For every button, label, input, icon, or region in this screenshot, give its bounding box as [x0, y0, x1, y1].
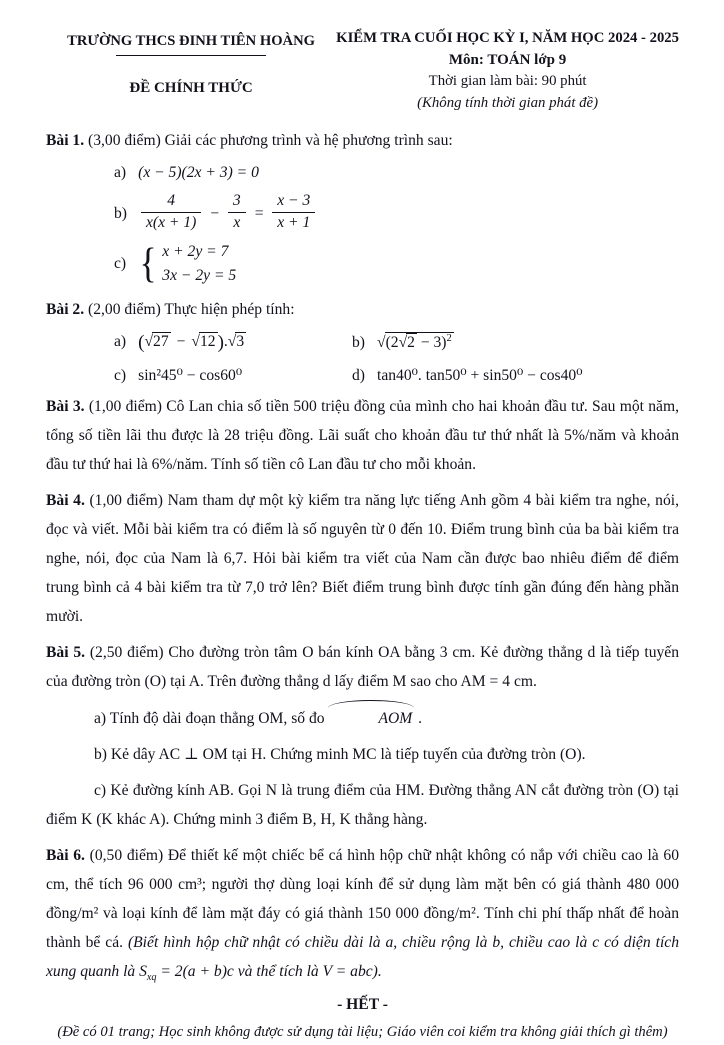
problem-4-label: Bài 4. — [46, 492, 85, 510]
problem-2a — [114, 332, 352, 354]
official-exam-label: ĐỀ CHÍNH THỨC — [129, 80, 253, 96]
problem-1-intro — [46, 126, 679, 155]
header-underline — [116, 55, 266, 56]
item-2a-label: a) — [114, 333, 127, 351]
problem-5-intro — [46, 638, 679, 696]
widehat-AOM: AOM — [328, 703, 414, 733]
outer-sqrt: $√(2√2 - 3)^2$ — [377, 333, 452, 352]
sqrt-12: √12 — [191, 333, 216, 351]
fraction: $\frac{3}{x}$ — [228, 192, 246, 232]
equation-system-1c — [138, 240, 236, 288]
exam-duration: Thời gian làm bài: 90 phút — [428, 73, 587, 89]
problem-5a-end: . — [414, 710, 423, 728]
problem-6-label: Bài 6. — [46, 847, 85, 865]
sqrt-sign: √ — [377, 334, 386, 352]
open-paren: ( — [138, 332, 145, 354]
item-1c-label: c) — [114, 254, 127, 272]
sqrt-sign: √ — [144, 333, 154, 351]
problem-2-label: Bài 2. — [46, 301, 85, 319]
sqrt-sign: √ — [398, 334, 408, 352]
problem-3-label: Bài 3. — [46, 398, 85, 416]
equation-1a: (x − 5)(2x + 3) = 0 — [138, 164, 259, 181]
problem-1b — [46, 194, 679, 234]
exam-title: KIỂM TRA CUỐI HỌC KỲ I, NĂM HỌC 2024 - 2025 — [336, 30, 679, 46]
item-1b-label: b) — [114, 204, 127, 222]
system-brace: { — [139, 240, 157, 287]
sqrt-sign: √ — [191, 333, 200, 351]
problem-6 — [46, 841, 679, 986]
minus-sign: − — [176, 333, 186, 351]
end-marker: - HẾT - — [337, 996, 388, 1014]
problem-2-text: (2,00 điểm) Thực hiện phép tính: — [84, 301, 295, 319]
problem-5b-text: b) Kẻ dây AC ⊥ OM tại H. Chứng minh MC là tiếp tuyến của đường tròn (O). — [94, 746, 586, 764]
problem-5-text: (2,50 điểm) Cho đường tròn tâm O bán kính OA bằng 3 cm. Kẻ đường thẳng d là tiếp tuyến của đường tròn (O) tại A. Trên đường thẳng d lấy điểm M sao cho AM = 4 cm. — [46, 644, 680, 691]
expression-2b — [377, 334, 454, 351]
equation-1c-1: x + 2y = 7 — [162, 243, 229, 261]
exponent: 2 — [446, 333, 452, 345]
exam-subject: Môn: TOÁN lớp 9 — [448, 51, 567, 68]
item-1a-label: a) — [114, 164, 127, 181]
problem-4-text: (1,00 điểm) Nam tham dự một kỳ kiểm tra năng lực tiếng Anh gồm 4 bài kiểm tra nghe, nói, đọc và viết. Mỗi bài kiểm tra có điểm là số nguyên từ 0 đến 10. Điểm trung bình của ba bài kiểm tra nghe, nói, đọc của Nam là 6,7. Hỏi bài kiểm tra viết của Nam cần được bao nhiêu điểm để điểm trung bình cả 4 bài kiểm tra từ 7,0 trở lên? Biết điểm trung bình được tính gần đúng đến hàng phần mười. — [46, 492, 679, 626]
fraction: $\frac{4}{x(x + 1)}$ — [141, 192, 201, 232]
expression-2c: sin²45⁰ − cos60⁰ — [138, 367, 243, 385]
item-2c-label: c) — [114, 367, 127, 385]
problem-6-text: (0,50 điểm) Để thiết kế một chiếc bể cá hình hộp chữ nhật không có nắp với chiều cao là 60 cm, thể tích 96 000 cm³; người thợ dùng loại kính để sử dụng làm mặt bên có giá thành 480 000 đồng/m² và loại kính để làm mặt đáy có giá thành 150 000 đồng/m². Tính chi phí thấp nhất để hoàn thành bể cá. — [46, 847, 679, 952]
expression-2d: tan40⁰. tan50⁰ + sin50⁰ − cos40⁰ — [377, 367, 583, 385]
equation-1b — [139, 192, 317, 231]
problem-5a-text: a) Tính độ dài đoạn thẳng OM, số đo — [94, 710, 329, 728]
header-right — [336, 28, 679, 114]
problem-3 — [46, 392, 679, 479]
problem-2-intro — [46, 295, 679, 324]
equation-1c-2: 3x − 2y = 5 — [162, 267, 237, 285]
problem-1-text: (3,00 điểm) Giải các phương trình và hệ phương trình sau: — [84, 132, 453, 149]
exam-header — [46, 28, 679, 114]
problem-5b — [46, 740, 679, 769]
sqrt-sign: √ — [227, 333, 237, 351]
problem-6-note: (Biết hình hộp chữ nhật có chiều dài là a, chiều rộng là b, chiều cao là c có diện tích xung quanh là $S_{xq} = 2(a + b)c$ và thể tích là V = abc). — [46, 934, 679, 984]
problem-2c — [114, 366, 352, 385]
problem-2-items — [46, 332, 679, 385]
header-left — [46, 28, 336, 97]
minus-sign: − — [209, 204, 220, 222]
footer-note: (Đề có 01 trang; Học sinh không được sử dụng tài liệu; Giáo viên coi kiểm tra không giải thích gì thêm) — [57, 1024, 668, 1041]
problem-5-label: Bài 5. — [46, 644, 86, 662]
problem-5a — [46, 703, 679, 733]
sqrt-27: √27 — [144, 333, 169, 351]
problem-1a — [46, 158, 679, 188]
inner-sqrt: √2 — [398, 334, 415, 352]
equals-sign: = — [253, 204, 265, 222]
problem-5c-text: c) Kẻ đường kính AB. Gọi N là trung điểm của HM. Đường thẳng AN cắt đường tròn (O) tại điểm K (K khác A). Chứng minh 3 điểm B, H, K thẳng hàng. — [46, 782, 679, 829]
system-equations — [162, 240, 236, 288]
school-name: TRƯỜNG THCS ĐINH TIÊN HOÀNG — [67, 33, 315, 49]
problem-4 — [46, 486, 679, 631]
mult-dot: . — [223, 333, 228, 351]
item-2d-label: d) — [352, 367, 365, 385]
problem-5c — [46, 776, 679, 834]
fraction: $\frac{x - 3}{x + 1}$ — [272, 192, 315, 232]
problem-2d — [352, 366, 679, 385]
exam-duration-note: (Không tính thời gian phát đề) — [417, 94, 599, 111]
expression-2a — [138, 332, 246, 354]
subscript-xq: xq — [146, 972, 157, 984]
problem-1-label: Bài 1. — [46, 132, 85, 149]
close-paren: ) — [217, 332, 224, 354]
item-2b-label: b) — [352, 334, 365, 352]
problem-2b — [352, 332, 679, 354]
sqrt-3: √3 — [227, 333, 245, 351]
problem-1c — [46, 240, 679, 288]
problem-3-text: (1,00 điểm) Cô Lan chia số tiền 500 triệu đồng của mình cho hai khoản đầu tư. Sau một năm, tổng số tiền lãi thu được là 28 triệu đồng. Lãi suất cho khoản đầu tư thứ nhất là 5%/năm và khoản đầu tư thứ hai là 6%/năm. Tính số tiền cô Lan đầu tư cho mỗi khoản. — [46, 398, 680, 474]
